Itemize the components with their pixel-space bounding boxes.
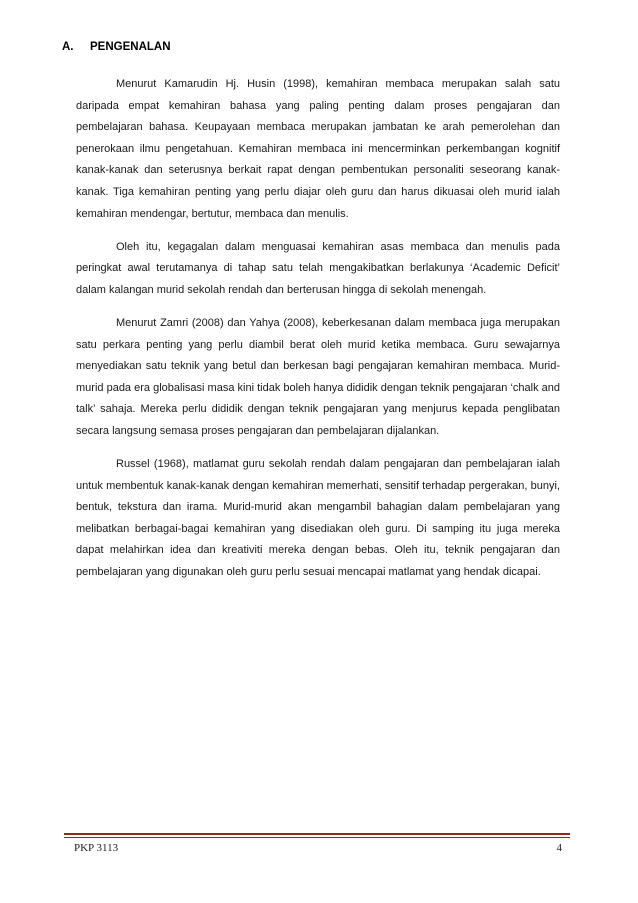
footer-page-number: 4 (556, 842, 562, 854)
paragraph-4: Russel (1968), matlamat guru sekolah rendah dalam pengajaran dan pembelajaran ialah untuk membentuk kanak-kanak dengan kemahiran memerhati, sensitif terhadap pergerakan, bunyi, bentuk, tekstura dan irama. Murid-murid akan mengambil bahagian dalam pembelajaran yang melibatkan berbagai-bagai kemahiran yang disediakan oleh guru. Di samping itu juga mereka dapat melahirkan idea dan kreativiti mereka dengan bebas. Oleh itu, teknik pengajaran dan pembelajaran yang digunakan oleh guru perlu sesuai mencapai matlamat yang hendak dicapai. (76, 458, 560, 578)
paragraph-3: Menurut Zamri (2008) dan Yahya (2008), keberkesanan dalam membaca juga merupakan satu perkara penting yang perlu diambil berat oleh murid ketika membaca. Guru sewajarnya menyediakan satu teknik yang betul dan berkesan bagi pengajaran kemahiran membaca. Murid-murid pada era globalisasi masa kini tidak boleh hanya dididik dengan teknik pengajaran ‘chalk and talk’ sahaja. Mereka perlu dididik dengan teknik pengajaran yang menjurus kepada penglibatan secara langsung semasa proses pengajaran dan pembelajaran dijalankan. (76, 316, 560, 437)
footer-rule (64, 833, 570, 835)
section-title: PENGENALAN (90, 41, 171, 53)
section-heading (62, 41, 171, 53)
footer-course-code: PKP 3113 (74, 842, 119, 854)
section-number: A. (62, 41, 74, 53)
body-text (76, 74, 560, 595)
paragraph-2: Oleh itu, kegagalan dalam menguasai kemahiran asas membaca dan menulis pada peringkat awal terutamanya di tahap satu telah mengakibatkan berlakunya ‘Academic Deficit’ dalam kalangan murid sekolah rendah dan berterusan hingga di sekolah menengah. (76, 240, 560, 296)
footer-rule-thin (64, 837, 570, 838)
paragraph-1: Menurut Kamarudin Hj. Husin (1998), kemahiran membaca merupakan salah satu daripada empat kemahiran bahasa yang paling penting dalam proses pengajaran dan pembelajaran bahasa. Keupayaan membaca merupakan jambatan ke arah pemerolehan dan penerokaan ilmu pengetahuan. Kemahiran membaca ini mencerminkan perkembangan kognitif kanak-kanak dan seterusnya berkait rapat dengan pembentukan personaliti seseorang kanak-kanak. Tiga kemahiran penting yang perlu diajar oleh guru dan harus dikuasai oleh murid ialah kemahiran mendengar, bertutur, membaca dan menulis. (76, 78, 560, 220)
